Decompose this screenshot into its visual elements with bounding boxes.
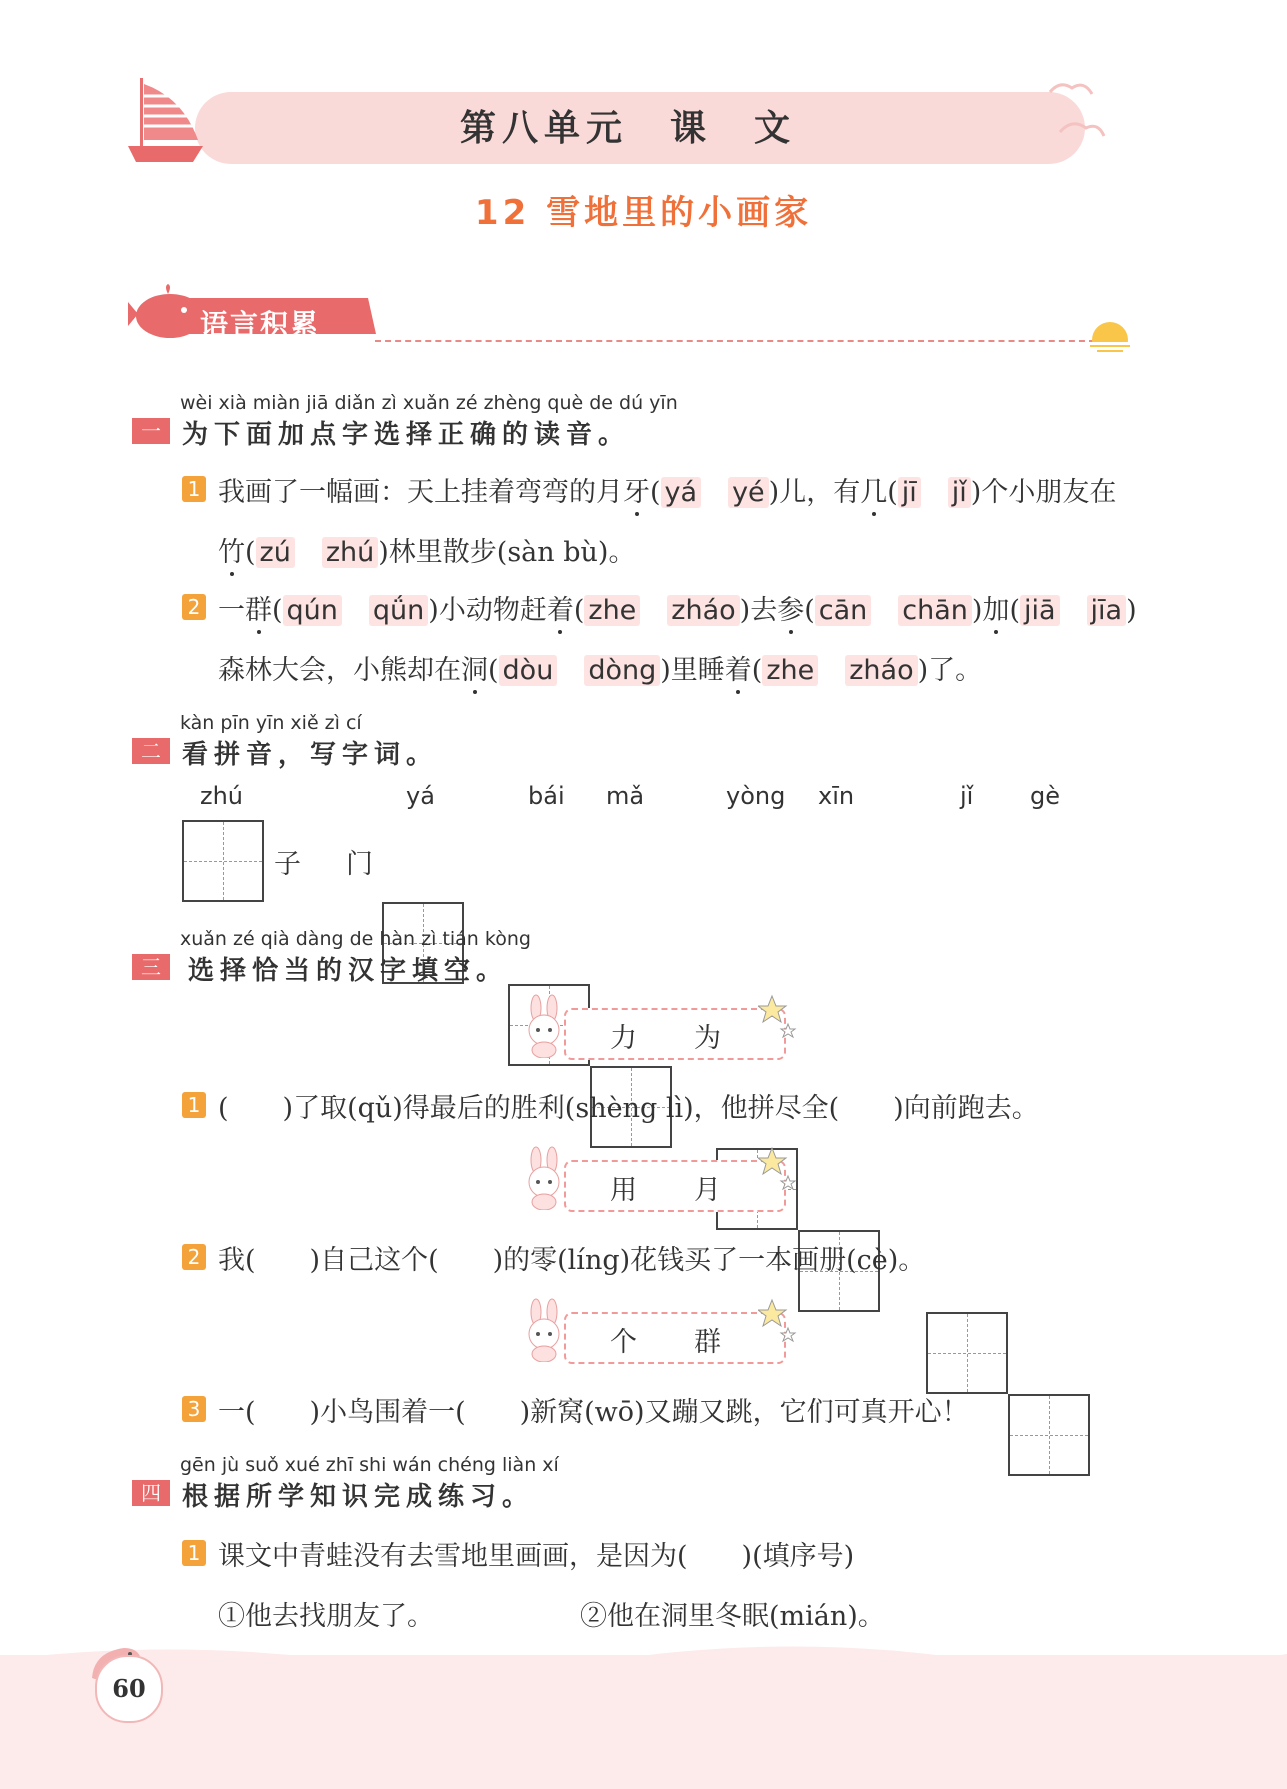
q3-item2-text: 我( )自己这个( )的零(líng)花钱买了一本画册(cè)。 (218, 1245, 926, 1276)
q3-badge: 三 (132, 954, 170, 980)
q4-choice-2: ②他在洞里冬眠(mián)。 (580, 1601, 885, 1632)
word-choice-card (564, 1008, 786, 1060)
card-word: 为 (694, 1023, 721, 1054)
card-word: 用 (610, 1175, 637, 1206)
pinyin-label: yòng (726, 782, 786, 810)
option[interactable]: zháo (667, 595, 739, 626)
q3-item2-number: 2 (182, 1244, 206, 1270)
star-icon (758, 1298, 798, 1348)
q2-pinyin: kàn pīn yīn xiě zì cí (180, 712, 362, 734)
option[interactable]: qǘn (369, 595, 428, 626)
card-word: 月 (694, 1175, 721, 1206)
q3-item3-number: 3 (182, 1396, 206, 1422)
star-icon (758, 1146, 798, 1196)
pinyin-label: yá (406, 782, 435, 810)
option[interactable]: jīa (1087, 595, 1127, 626)
card-word: 群 (694, 1327, 721, 1358)
bunny-icon (522, 994, 566, 1058)
pinyin-label: xīn (818, 782, 855, 810)
bunny-icon (522, 1146, 566, 1210)
option[interactable]: chān (898, 595, 972, 626)
pinyin-label: gè (1030, 782, 1060, 810)
q1-item2-line1: 一群( qún qǘn )小动物赶着( zhe zháo )去参( cān chān )加( jiā jīa ) (218, 595, 1137, 626)
option[interactable]: zhú (322, 537, 378, 568)
q1-item2-number: 2 (182, 594, 206, 620)
bunny-icon (522, 1298, 566, 1362)
q4-text: 根据所学知识完成练习。 (182, 1482, 535, 1512)
word-choice-card (564, 1160, 786, 1212)
q1-pinyin: wèi xià miàn jiā diǎn zì xuǎn zé zhèng què de dú yīn (180, 392, 678, 414)
option[interactable]: zú (256, 537, 295, 568)
card-word: 个 (610, 1327, 637, 1358)
pinyin-label: jǐ (960, 782, 974, 810)
option[interactable]: jiā (1020, 595, 1060, 626)
q4-item1-text: 课文中青蛙没有去雪地里画画，是因为( )(填序号) (218, 1541, 855, 1572)
option[interactable]: dòu (499, 655, 558, 686)
option[interactable]: jǐ (948, 477, 971, 508)
card-word: 力 (610, 1023, 637, 1054)
q4-pinyin: gēn jù suǒ xué zhī shi wán chéng liàn xí (180, 1454, 559, 1476)
writing-box[interactable] (182, 820, 264, 902)
pinyin-label: bái (528, 782, 565, 810)
q3-item3-text: 一( )小鸟围着一( )新窝(wō)又蹦又跳，它们可真开心！ (218, 1397, 969, 1428)
option[interactable]: jī (898, 477, 921, 508)
cloud-icon (1040, 72, 1110, 162)
q1-item1-line2: 竹( zú zhú )林里散步(sàn bù)。 (218, 537, 636, 568)
option[interactable]: dòng (584, 655, 660, 686)
given-char: 子 (274, 849, 301, 880)
q4-badge: 四 (132, 1480, 170, 1506)
option[interactable]: cān (815, 595, 872, 626)
word-choice-card (564, 1312, 786, 1364)
sailboat-icon (128, 78, 208, 168)
q1-item1-number: 1 (182, 476, 206, 502)
option[interactable]: yé (728, 477, 769, 508)
writing-box[interactable] (926, 1312, 1008, 1394)
pinyin-label: mǎ (606, 782, 645, 810)
option[interactable]: zháo (845, 655, 917, 686)
given-char: 门 (346, 849, 373, 880)
q2-badge: 二 (132, 738, 170, 764)
section-divider (375, 340, 1095, 342)
page-number: 60 (95, 1655, 163, 1723)
q2-text: 看拼音，写字词。 (182, 740, 439, 770)
q1-text: 为下面加点字选择正确的读音。 (182, 420, 631, 450)
q3-text: 选择恰当的汉字填空。 (188, 956, 509, 986)
q1-item2-line2: 森林大会，小熊却在洞( dòu dòng )里睡着( zhe zháo )了。 (218, 655, 983, 686)
option[interactable]: yá (661, 477, 702, 508)
writing-box[interactable] (1008, 1394, 1090, 1476)
section-label: 语言积累 (200, 308, 321, 341)
q4-item1-number: 1 (182, 1540, 206, 1566)
q1-item1-line1: 我画了一幅画：天上挂着弯弯的月牙( yá yé )儿，有几( jī jǐ )个小朋友在 (218, 477, 1117, 508)
q3-item1-text: ( )了取(qǔ)得最后的胜利(shèng lì)，他拼尽全( )向前跑去。 (218, 1093, 1039, 1124)
footer-wave (0, 1640, 1287, 1680)
q3-pinyin: xuǎn zé qià dàng de hàn zì tián kòng (180, 928, 531, 950)
sun-icon (1085, 310, 1135, 355)
q3-item1-number: 1 (182, 1092, 206, 1118)
lesson-title: 12 雪地里的小画家 (474, 193, 813, 233)
q4-choice-1: ①他去找朋友了。 (218, 1601, 434, 1632)
option[interactable]: zhe (762, 655, 818, 686)
star-icon (758, 994, 798, 1044)
unit-title: 第八单元 课 文 (460, 108, 797, 149)
option[interactable]: qún (283, 595, 342, 626)
pinyin-label: zhú (200, 782, 244, 810)
option[interactable]: zhe (584, 595, 640, 626)
q1-badge: 一 (132, 418, 170, 444)
